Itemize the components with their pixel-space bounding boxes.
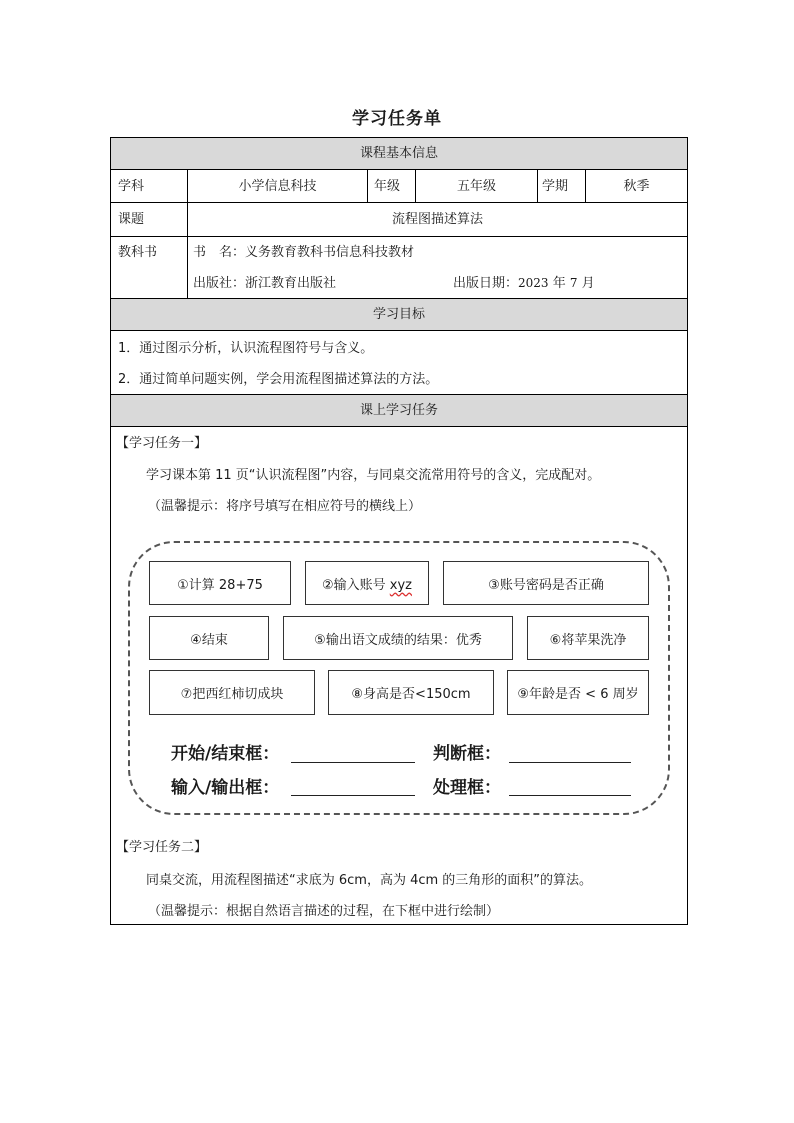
option-box: ④结束 <box>149 616 269 660</box>
option-box: ③账号密码是否正确 <box>443 561 649 605</box>
blank-label-decision: 判断框： <box>433 744 501 764</box>
table-divider <box>111 236 687 237</box>
task-sheet-table <box>110 137 688 925</box>
option-box: ⑨年龄是否 < 6 周岁 <box>507 670 649 715</box>
grade-value: 五年级 <box>456 179 496 194</box>
option-label: ②输入账号 xyz <box>321 577 412 593</box>
task2-instruction: 同桌交流，用流程图描述“求底为 6cm，高为 4cm 的三角形的面积”的算法。 <box>146 873 593 888</box>
task1-hint: （温馨提示：将序号填写在相应符号的横线上） <box>148 499 422 514</box>
answer-line-process[interactable] <box>509 795 631 796</box>
subject-value: 小学信息科技 <box>238 179 317 194</box>
page-title: 学习任务单 <box>352 109 442 129</box>
section-header-objectives: 学习目标 <box>111 299 687 331</box>
task2-heading: 【学习任务二】 <box>116 840 208 855</box>
publisher: 出版社：浙江教育出版社 <box>193 276 337 291</box>
publish-date-label: 出版日期： <box>453 276 519 291</box>
answer-line-io[interactable] <box>291 795 415 796</box>
book-name: 书 名：义务教育教科书信息科技教材 <box>193 245 415 260</box>
table-divider <box>111 202 687 203</box>
objective-item: 2．通过简单问题实例，学会用流程图描述算法的方法。 <box>118 372 439 387</box>
section-header-tasks: 课上学习任务 <box>111 395 687 427</box>
option-box: ⑦把西红柿切成块 <box>149 670 315 715</box>
publish-month: 7 <box>569 276 578 290</box>
answer-line-start-end[interactable] <box>291 762 415 763</box>
task1-instruction: 学习课本第 11 页“认识流程图”内容，与同桌交流常用符号的含义，完成配对。 <box>146 468 601 483</box>
publish-year: 2023 <box>518 276 549 290</box>
topic-label: 课题 <box>118 212 145 227</box>
textbook-label: 教科书 <box>118 245 158 260</box>
publish-month-unit: 月 <box>581 276 595 291</box>
publish-date <box>453 275 595 292</box>
grade-label: 年级 <box>374 179 401 194</box>
answer-line-decision[interactable] <box>509 762 631 763</box>
task2-hint: （温馨提示：根据自然语言描述的过程，在下框中进行绘制） <box>148 904 500 919</box>
blank-label-process: 处理框： <box>433 778 501 798</box>
section-header-basic-info: 课程基本信息 <box>111 138 687 170</box>
task1-heading: 【学习任务一】 <box>116 436 208 451</box>
option-box: ⑧身高是否<150cm <box>328 670 494 715</box>
option-box: ⑥将苹果洗净 <box>527 616 649 660</box>
table-divider <box>367 170 368 202</box>
option-box: ①计算 28+75 <box>149 561 291 605</box>
blank-label-start-end: 开始/结束框： <box>171 744 280 764</box>
option-box <box>305 561 429 605</box>
objective-item: 1．通过图示分析，认识流程图符号与含义。 <box>118 341 374 356</box>
option-box: ⑤输出语文成绩的结果：优秀 <box>283 616 513 660</box>
subject-label: 学科 <box>118 179 145 194</box>
table-divider <box>537 170 538 202</box>
publish-year-unit: 年 <box>552 276 566 291</box>
term-value: 秋季 <box>623 179 650 194</box>
blank-label-io: 输入/输出框： <box>171 778 280 798</box>
topic-value: 流程图描述算法 <box>391 212 483 227</box>
term-label: 学期 <box>542 179 569 194</box>
